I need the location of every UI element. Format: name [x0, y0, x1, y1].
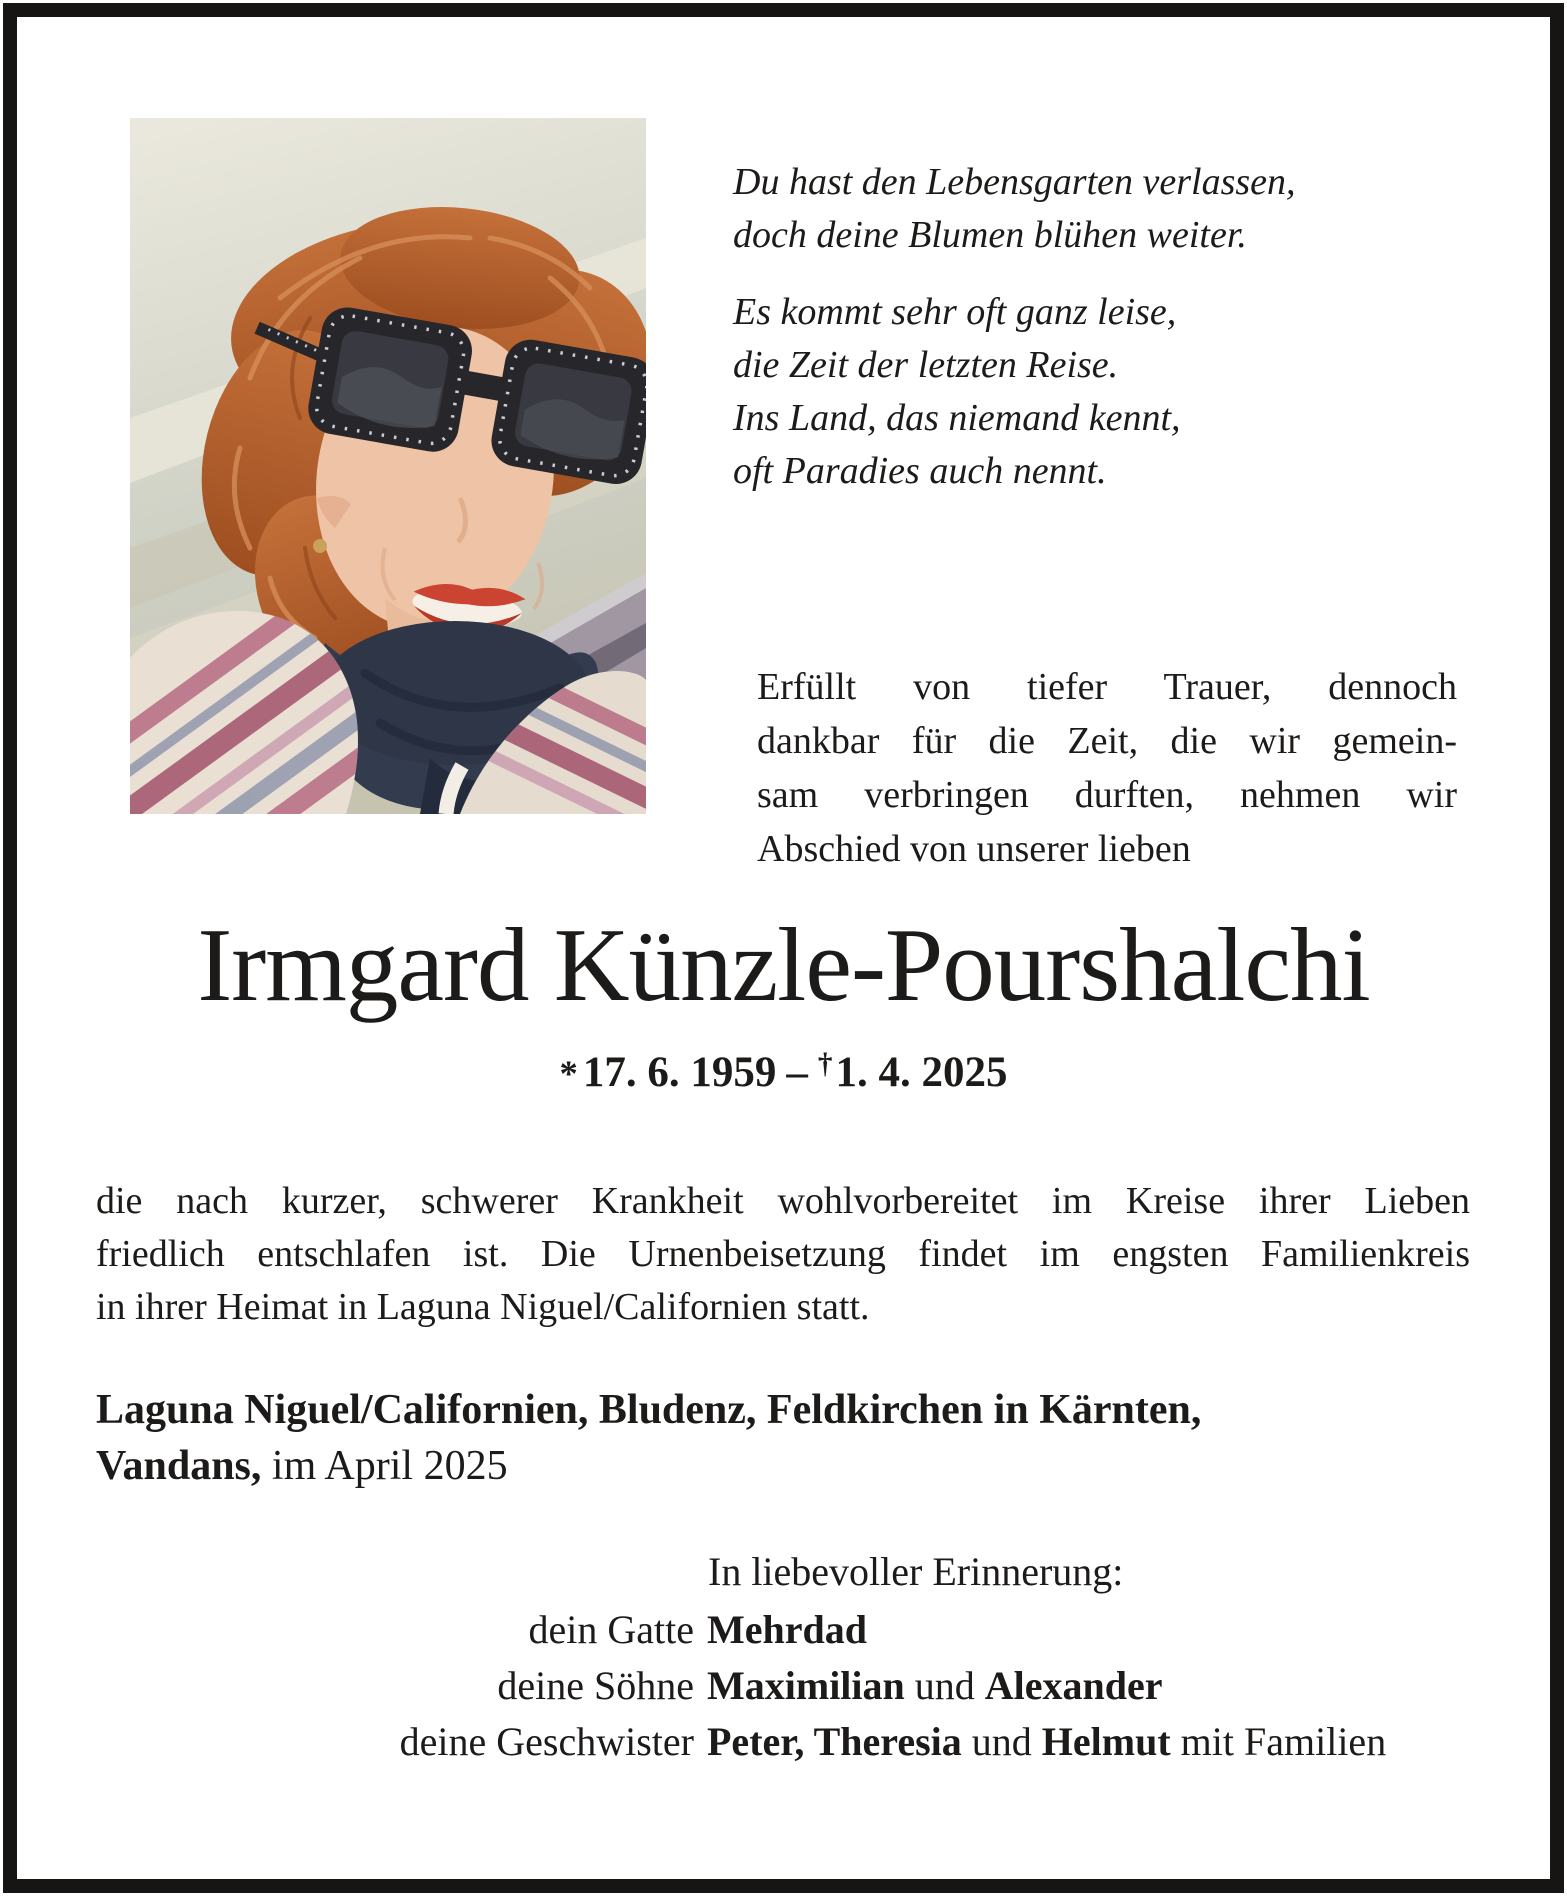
- memorial-line: [96, 1658, 1516, 1714]
- poem: [733, 156, 1296, 498]
- poem-line: Es kommt sehr oft ganz leise,: [733, 291, 1177, 333]
- intro-paragraph: [757, 660, 1457, 876]
- memorial-title: In liebevoller Erinnerung:: [708, 1549, 1124, 1594]
- dates-separator: –: [786, 1049, 808, 1097]
- memorial-relation: deine Geschwister: [399, 1719, 694, 1764]
- memorial-relation: deine Söhne: [497, 1663, 694, 1708]
- memorial-line: [96, 1714, 1516, 1770]
- text-line: die nach kurzer, schwerer Krankheit wohlvorbereitet im Kreise ihrer Lieben: [96, 1180, 1470, 1222]
- death-date: 1. 4. 2025: [835, 1049, 1008, 1097]
- text-segment: Alexander: [984, 1663, 1163, 1708]
- text-line: Erfüllt von tiefer Trauer, dennoch: [757, 666, 1457, 708]
- memorial-names: [707, 1602, 867, 1658]
- text-segment: Helmut: [1041, 1719, 1171, 1764]
- body-paragraph: [96, 1175, 1470, 1334]
- memorial-names: [707, 1658, 1163, 1714]
- places-text-line: [96, 1438, 1496, 1494]
- memorial-line: [96, 1602, 1516, 1658]
- text-line: Abschied von unserer lieben: [757, 828, 1191, 870]
- death-cross-icon: †: [817, 1048, 833, 1080]
- text-line: friedlich entschlafen ist. Die Urnenbeisetzung findet im engsten Familienkreis: [96, 1233, 1470, 1275]
- text-line: in ihrer Heimat in Laguna Niguel/Californien statt.: [96, 1286, 870, 1328]
- text-segment: und: [961, 1719, 1042, 1764]
- text-segment: Maximilian: [707, 1663, 905, 1708]
- text-line: sam verbringen durften, nehmen wir: [757, 774, 1457, 816]
- text-segment: mit Familien: [1170, 1719, 1387, 1764]
- birth-date: 17. 6. 1959: [582, 1049, 777, 1097]
- text-segment: Mehrdad: [707, 1607, 867, 1652]
- memorial-names: [707, 1714, 1386, 1770]
- deceased-name: Irmgard Künzle-Pourshalchi: [197, 906, 1370, 1023]
- text-segment: Laguna Niguel/Californien, Bludenz, Feldkirchen in Kärnten,: [96, 1387, 1202, 1433]
- places-line: [96, 1382, 1496, 1494]
- poem-line: die Zeit der letzten Reise.: [733, 344, 1119, 386]
- poem-line: doch deine Blumen blühen weiter.: [733, 214, 1247, 256]
- text-segment: im April 2025: [261, 1443, 508, 1489]
- portrait-photo: [130, 118, 646, 814]
- text-line: dankbar für die Zeit, die wir gemein-: [757, 720, 1457, 762]
- poem-line: oft Paradies auch nennt.: [733, 450, 1107, 492]
- text-segment: Vandans,: [96, 1443, 262, 1489]
- poem-stanza: [733, 156, 1296, 262]
- portrait-photo-graphic: [130, 118, 646, 814]
- text-segment: und: [904, 1663, 985, 1708]
- poem-stanza: [733, 286, 1296, 498]
- life-dates: [0, 1048, 1567, 1097]
- memorial-list: [96, 1602, 1516, 1770]
- places-text-line: [96, 1382, 1496, 1438]
- memorial-relation: dein Gatte: [528, 1607, 694, 1652]
- poem-line: Ins Land, das niemand kennt,: [733, 397, 1181, 439]
- poem-line: Du hast den Lebensgarten verlassen,: [733, 161, 1296, 203]
- text-segment: Peter, Theresia: [707, 1719, 962, 1764]
- birth-star-icon: *: [559, 1053, 578, 1095]
